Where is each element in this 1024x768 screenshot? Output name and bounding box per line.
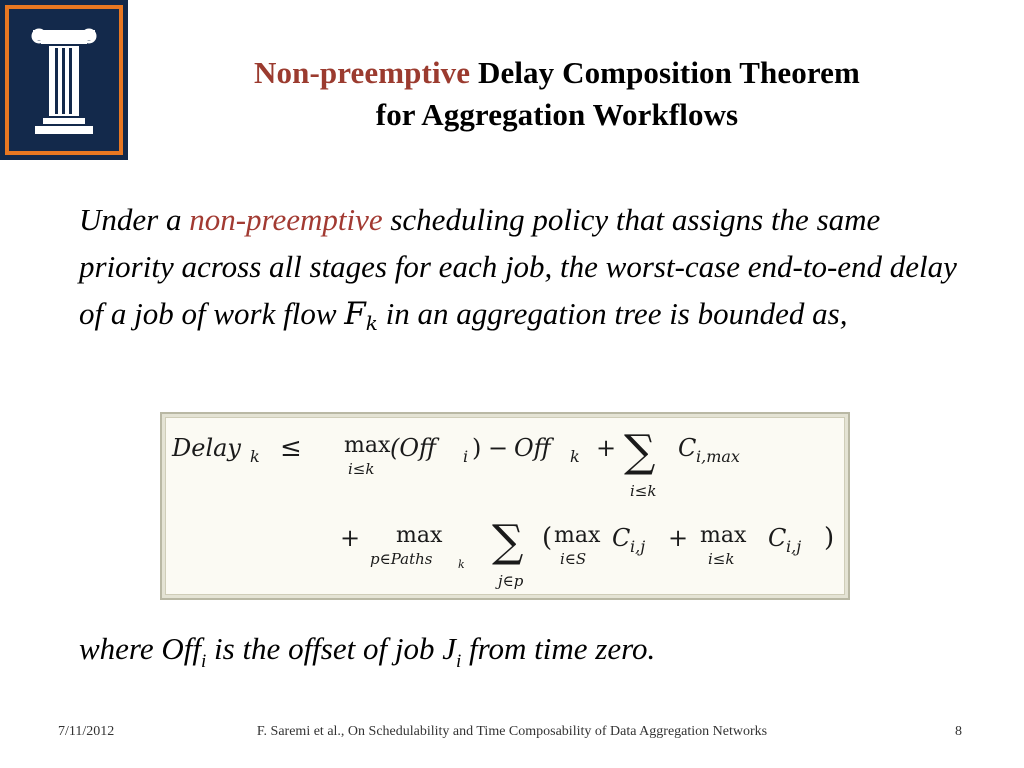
- formula-minus: −: [488, 434, 509, 462]
- title-line1-rest: Delay Composition Theorem: [470, 55, 860, 90]
- where-end: from time zero.: [461, 631, 656, 666]
- offset-definition: [79, 627, 655, 684]
- formula-off-k-sub: k: [570, 447, 580, 466]
- formula-max2-sub-k: k: [458, 558, 465, 571]
- page-number: 8: [955, 724, 962, 739]
- footer-citation: F. Saremi et al., On Schedulability and Time Composability of Data Aggregation Networks: [256, 724, 768, 739]
- formula-open-paren: (: [542, 523, 553, 553]
- footer-date: 7/11/2012: [58, 724, 115, 739]
- formula-c3: C: [768, 524, 787, 552]
- statement-pre: Under a: [79, 202, 190, 237]
- formula-max4-sub: i≤k: [708, 550, 735, 568]
- formula-sum2: ∑: [492, 516, 524, 567]
- formula-max2: max: [396, 523, 443, 548]
- where-sub-i: i: [200, 651, 207, 672]
- formula-max3: max: [554, 523, 601, 548]
- where-sub-j: i: [455, 651, 462, 672]
- formula-max2-sub: p∈Paths: [370, 550, 433, 568]
- formula-plus3: +: [668, 524, 689, 552]
- formula-lhs-sub: k: [250, 447, 260, 466]
- workflow-symbol-sub: k: [365, 311, 378, 335]
- formula-off-i: (Off: [390, 434, 437, 462]
- formula-c1: C: [678, 434, 697, 462]
- formula-c2: C: [612, 524, 631, 552]
- formula-sum1-sub: i≤k: [630, 482, 657, 500]
- formula-plus2-lead: +: [340, 524, 361, 552]
- formula-c2-sub: i,j: [630, 537, 646, 556]
- statement-accent: non-preemptive: [189, 202, 383, 237]
- slide-title: [130, 52, 984, 136]
- theorem-statement: [79, 196, 979, 347]
- formula-sum1: ∑: [624, 426, 656, 477]
- formula-max1-sub: i≤k: [348, 460, 375, 478]
- formula-c3-sub: i,j: [786, 537, 802, 556]
- workflow-symbol-letter: F: [344, 296, 366, 332]
- delay-bound-formula: [160, 412, 850, 600]
- statement-end: in an aggregation tree is bounded as,: [377, 296, 848, 331]
- formula-off-k: Off: [514, 434, 551, 462]
- formula-lhs: Delay: [172, 434, 241, 462]
- formula-sum2-sub: j∈p: [498, 572, 524, 590]
- formula-max1: max: [344, 433, 391, 458]
- title-accent: Non-preemptive: [254, 55, 471, 90]
- formula-max3-sub: i∈S: [560, 550, 587, 568]
- illinois-logo-icon: [0, 0, 128, 160]
- formula-close1: ): [472, 434, 482, 462]
- formula-c1-sub: i,max: [696, 447, 740, 466]
- where-mid: is the offset of job J: [206, 631, 456, 666]
- title-line2: for Aggregation Workflows: [375, 97, 739, 132]
- formula-max4: max: [700, 523, 747, 548]
- workflow-symbol: [344, 296, 378, 335]
- where-pre: where Off: [79, 631, 201, 666]
- formula-plus1: +: [596, 434, 617, 462]
- formula-off-i-sub: i: [463, 447, 469, 466]
- formula-leq: ≤: [280, 433, 302, 463]
- statement-post: scheduling policy that assigns the same priority across all stages for each job, the worst-case end-to-end delay of a job of work flow: [79, 202, 957, 331]
- formula-close-paren: ): [824, 523, 835, 553]
